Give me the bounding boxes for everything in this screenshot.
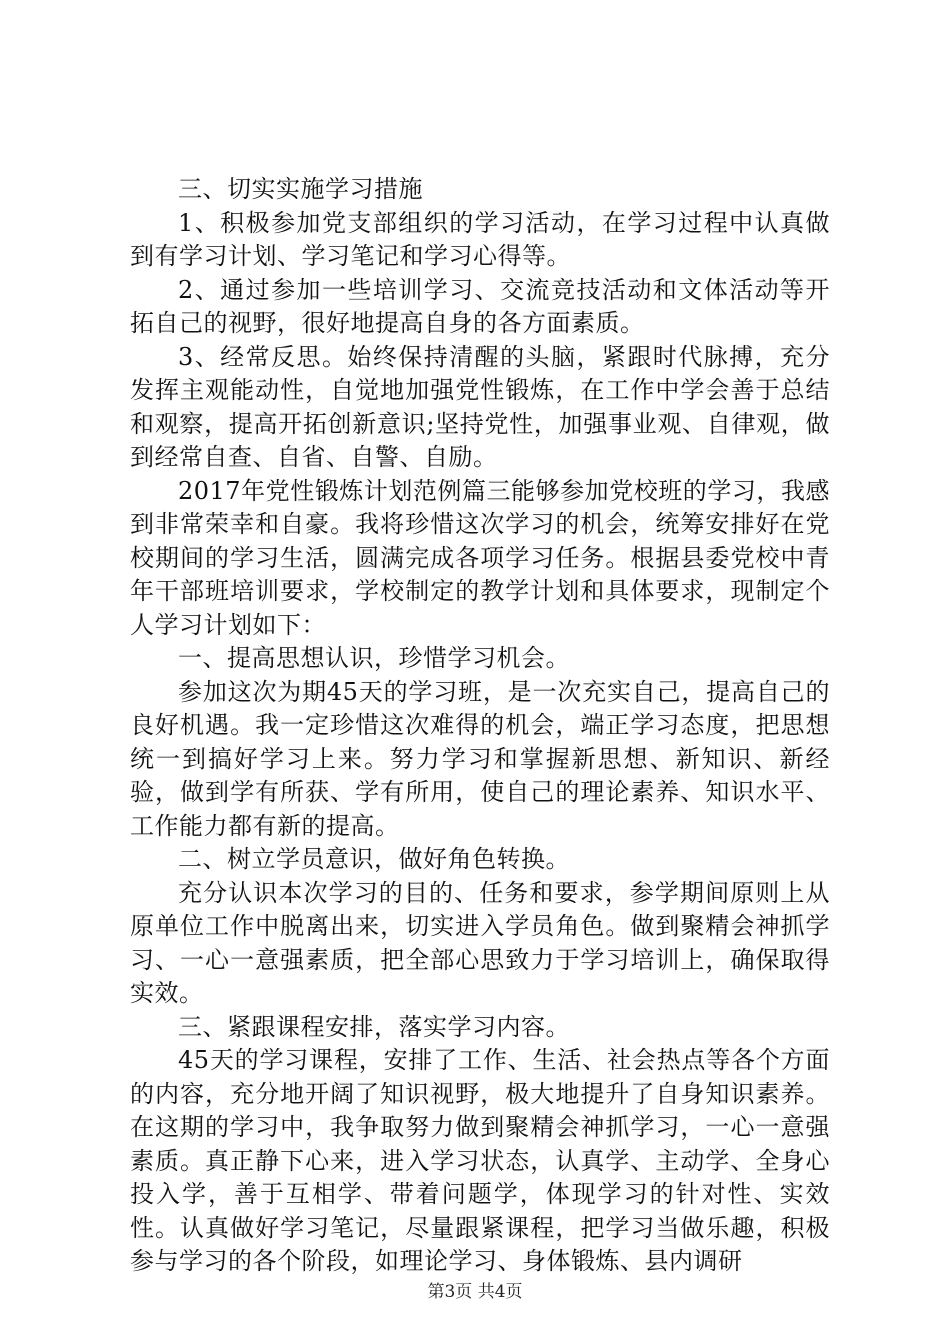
document-body — [130, 173, 830, 1279]
paragraph: 2017年党性锻炼计划范例篇三能够参加党校班的学习，我感到非常荣幸和自豪。我将珍惜这次学习的机会，统筹安排好在党校期间的学习生活，圆满完成各项学习任务。根据县委党校中青年干部班培训要求，学校制定的教学计划和具体要求，现制定个人学习计划如下： — [130, 476, 830, 639]
paragraph: 参加这次为期45天的学习班，是一次充实自己，提高自己的良好机遇。我一定珍惜这次难得的机会，端正学习态度，把思想统一到搞好学习上来。努力学习和掌握新思想、新知识、新经验，做到学有所获、学有所用，使自己的理论素养、知识水平、工作能力都有新的提高。 — [130, 677, 830, 840]
paragraph: 2、通过参加一些培训学习、交流竞技活动和文体活动等开拓自己的视野，很好地提高自身的各方面素质。 — [130, 275, 830, 337]
page-footer: 第3页 共4页 — [427, 1282, 523, 1302]
paragraph: 三、切实实施学习措施 — [178, 175, 423, 203]
paragraph: 二、树立学员意识，做好角色转换。 — [178, 845, 570, 873]
paragraph: 三、紧跟课程安排，落实学习内容。 — [178, 1012, 570, 1041]
paragraph: 一、提高思想认识，珍惜学习机会。 — [178, 644, 570, 672]
paragraph: 1、积极参加党支部组织的学习活动，在学习过程中认真做到有学习计划、学习笔记和学习心得等。 — [130, 208, 830, 270]
paragraph: 充分认识本次学习的目的、任务和要求，参学期间原则上从原单位工作中脱离出来，切实进入学员角色。做到聚精会神抓学习、一心一意强素质，把全部心思致力于学习培训上，确保取得实效。 — [130, 878, 830, 1007]
paragraph: 45天的学习课程，安排了工作、生活、社会热点等各个方面的内容，充分地开阔了知识视野，极大地提升了自身知识素养。在这期的学习中，我争取努力做到聚精会神抓学习，一心一意强素质。真正静下心来，进入学习状态，认真学、主动学、全身心投入学，善于互相学、带着问题学，体现学习的针对性、实效性。认真做好学习笔记，尽量跟紧课程，把学习当做乐趣，积极参与学习的各个阶段，如理论学习、身体锻炼、县内调研 — [130, 1046, 830, 1275]
paragraph: 3、经常反思。始终保持清醒的头脑，紧跟时代脉搏，充分发挥主观能动性，自觉地加强党性锻炼，在工作中学会善于总结和观察，提高开拓创新意识;坚持党性，加强事业观、自律观，做到经常自查、自省、自警、自励。 — [130, 342, 830, 471]
